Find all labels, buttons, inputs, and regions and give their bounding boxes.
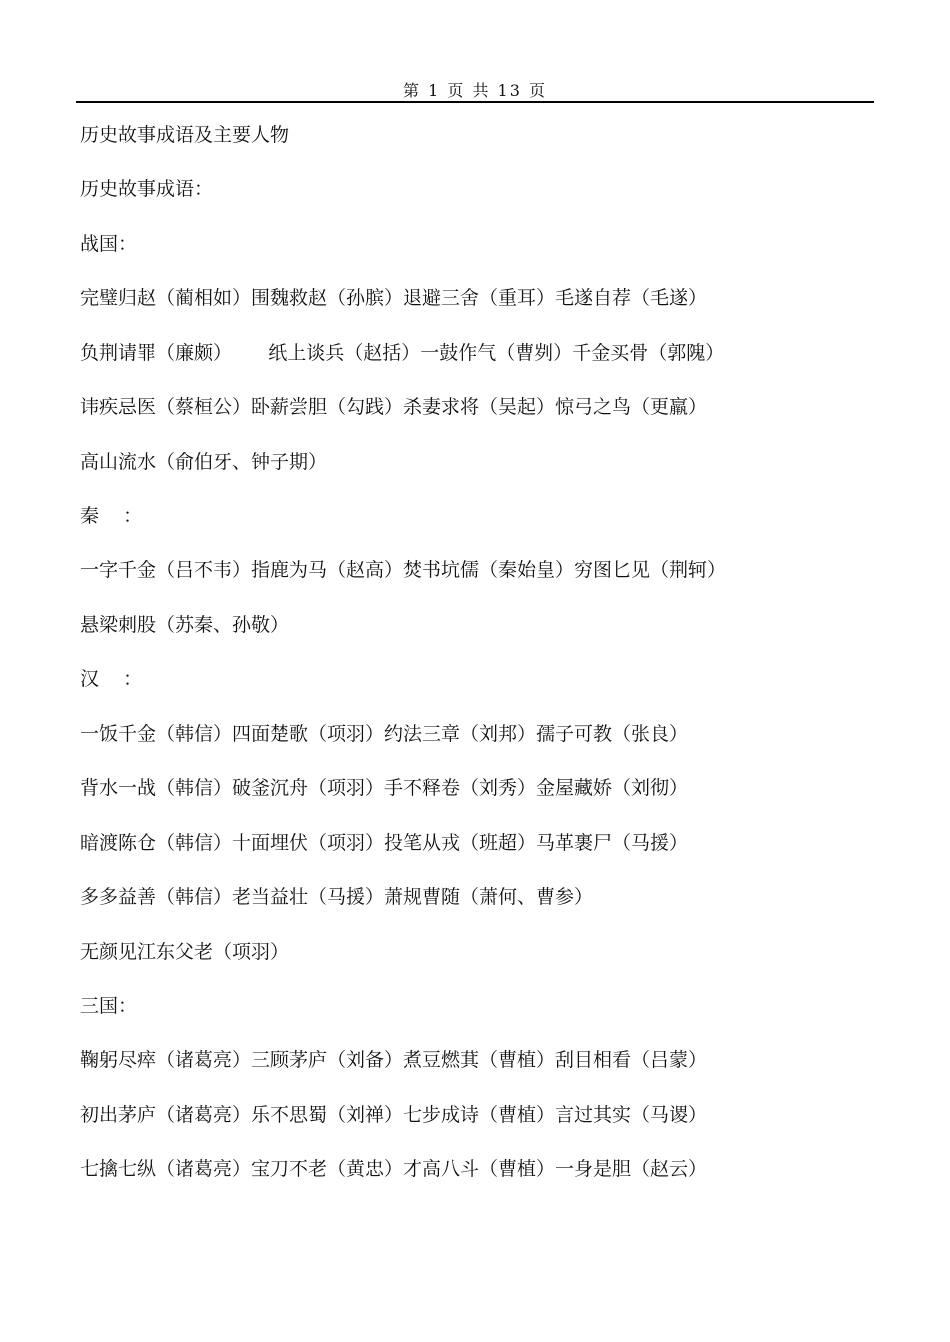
idiom-line: 讳疾忌医（蔡桓公）卧薪尝胆（勾践）杀妻求将（吴起）惊弓之鸟（更羸） bbox=[80, 396, 708, 418]
idiom-line: 鞠躬尽瘁（诸葛亮）三顾茅庐（刘备）煮豆燃萁（曹植）刮目相看（吕蒙） bbox=[80, 1049, 708, 1071]
idiom-line: 多多益善（韩信）老当益壮（马援）萧规曹随（萧何、曹参） bbox=[80, 886, 594, 908]
idiom-line: 高山流水（俞伯牙、钟子期） bbox=[80, 451, 328, 473]
idiom-line: 暗渡陈仓（韩信）十面埋伏（项羽）投笔从戎（班超）马革裹尸（马援） bbox=[80, 832, 689, 854]
era-heading-zhanguo: 战国： bbox=[80, 233, 138, 255]
idiom-line: 七擒七纵（诸葛亮）宝刀不老（黄忠）才高八斗（曹植）一身是胆（赵云） bbox=[80, 1158, 708, 1180]
header-rule bbox=[76, 101, 874, 103]
page-header: 第 1 页 共 13 页 bbox=[403, 81, 547, 100]
document-title: 历史故事成语及主要人物 bbox=[80, 124, 290, 146]
section-heading: 历史故事成语： bbox=[80, 178, 214, 200]
idiom-line: 一饭千金（韩信）四面楚歌（项羽）约法三章（刘邦）孺子可教（张良） bbox=[80, 723, 689, 745]
era-heading-han: 汉 ： bbox=[80, 668, 143, 690]
idiom-line: 负荆请罪（廉颇） 纸上谈兵（赵括）一鼓作气（曹刿）千金买骨（郭隗） bbox=[80, 342, 725, 364]
era-heading-sanguo: 三国： bbox=[80, 995, 138, 1017]
idiom-line: 无颜见江东父老（项羽） bbox=[80, 941, 290, 963]
idiom-line: 初出茅庐（诸葛亮）乐不思蜀（刘禅）七步成诗（曹植）言过其实（马谡） bbox=[80, 1104, 708, 1126]
idiom-line: 背水一战（韩信）破釜沉舟（项羽）手不释卷（刘秀）金屋藏娇（刘彻） bbox=[80, 777, 689, 799]
era-heading-qin: 秦 ： bbox=[80, 505, 143, 527]
idiom-line: 完璧归赵（蔺相如）围魏救赵（孙膑）退避三舍（重耳）毛遂自荐（毛遂） bbox=[80, 287, 708, 309]
idiom-line: 一字千金（吕不韦）指鹿为马（赵高）焚书坑儒（秦始皇）穷图匕见（荆轲） bbox=[80, 559, 727, 581]
idiom-line: 悬梁刺股（苏秦、孙敬） bbox=[80, 614, 290, 636]
